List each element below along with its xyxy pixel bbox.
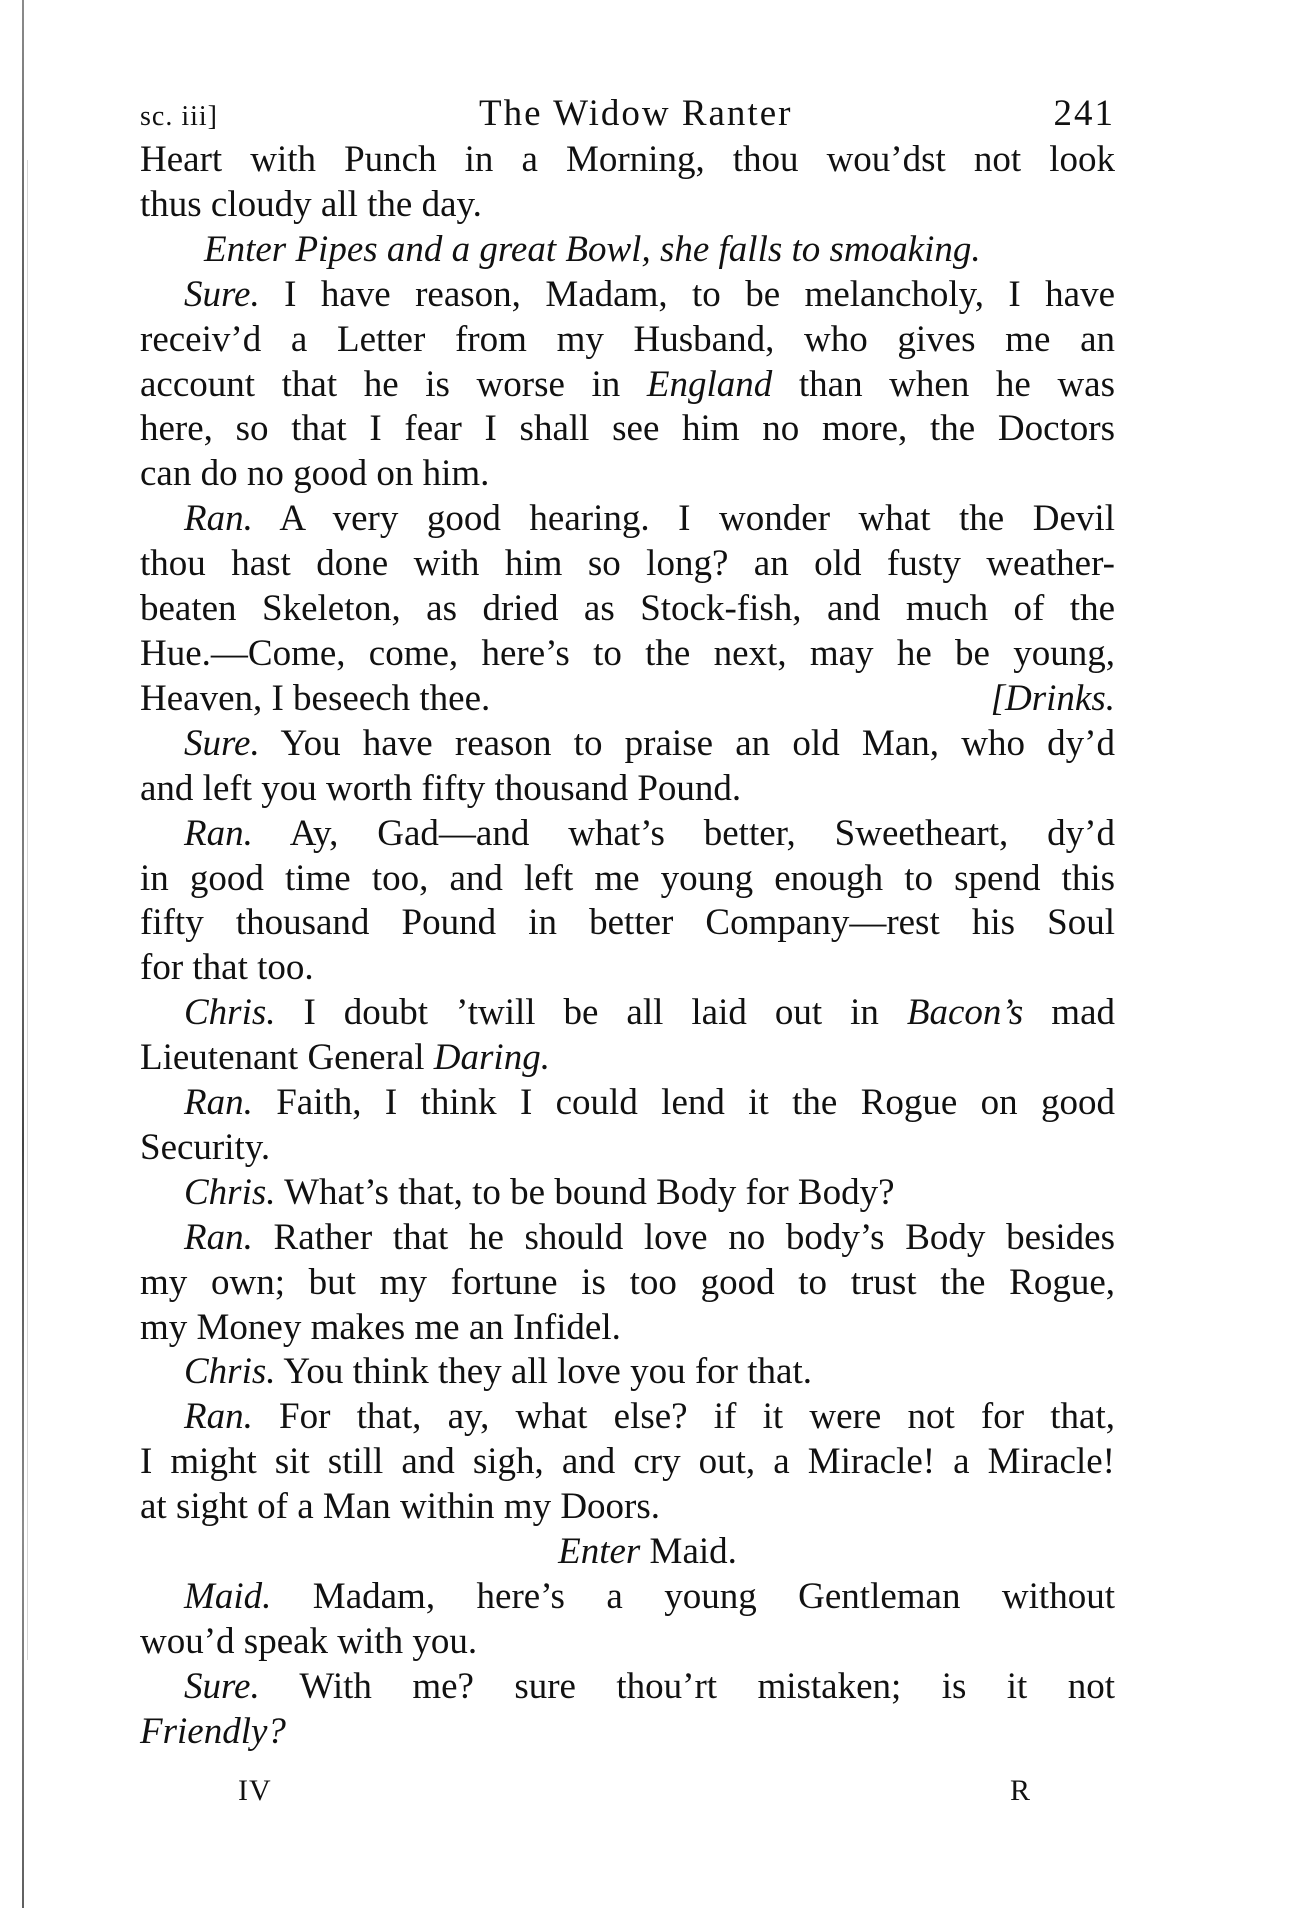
text-line <box>140 1485 1115 1530</box>
italic-text: Enter <box>558 1531 641 1573</box>
line-text: Ay, Gad—and what’s better, Sweetheart, dy’d <box>252 812 1115 854</box>
line-text: can do no good on him. <box>140 453 490 495</box>
text-line <box>140 767 1115 812</box>
text-line <box>140 452 1115 497</box>
play-text <box>140 138 1115 1755</box>
line-text: I have reason, Madam, to be melancholy, I have <box>259 273 1115 315</box>
text-line <box>140 1261 1115 1306</box>
line-text: Security. <box>140 1126 271 1168</box>
text-line <box>140 901 1115 946</box>
line-text: account that he is worse in <box>140 363 647 405</box>
text-line <box>140 812 1115 857</box>
text-line <box>140 1530 1115 1575</box>
signature-left: IV <box>238 1773 272 1807</box>
header-page-number: 241 <box>1053 93 1115 134</box>
text-line <box>140 1171 1115 1216</box>
page-edge-shadow <box>22 0 24 1908</box>
running-header <box>140 92 1115 138</box>
line-text: Faith, I think I could lend it the Rogue on good <box>252 1082 1115 1124</box>
italic-text: Bacon’s <box>906 992 1024 1034</box>
line-text: What’s that, to be bound Body for Body? <box>275 1171 895 1213</box>
line-text: wou’d speak with you. <box>140 1620 478 1662</box>
line-text: in good time too, and left me young enough to spend this <box>140 857 1115 899</box>
text-line <box>140 1126 1115 1171</box>
italic-text: Enter Pipes and a great Bowl, she falls to smoaking. <box>204 228 981 270</box>
text-line <box>140 1440 1115 1485</box>
line-text: for that too. <box>140 947 314 989</box>
text-line <box>140 273 1115 318</box>
italic-text: Sure. <box>184 273 260 315</box>
text-line <box>140 318 1115 363</box>
text-line <box>140 991 1115 1036</box>
line-text: Maid. <box>640 1531 737 1573</box>
italic-text: Sure. <box>184 722 260 764</box>
italic-text: Ran. <box>184 812 253 854</box>
line-text: at sight of a Man within my Doors. <box>140 1486 661 1528</box>
line-text: fifty thousand Pound in better Company—rest his Soul <box>140 902 1115 944</box>
line-text: thou hast done with him so long? an old fusty weather- <box>140 543 1115 585</box>
text-line <box>140 1395 1115 1440</box>
text-line <box>140 363 1115 408</box>
line-text: thus cloudy all the day. <box>140 183 482 225</box>
italic-text: Friendly? <box>140 1710 286 1752</box>
page-edge-line <box>27 160 28 1660</box>
line-text: With me? sure thou’rt mistaken; is it not <box>259 1665 1115 1707</box>
line-text: beaten Skeleton, as dried as Stock-fish, and much of the <box>140 588 1115 630</box>
line-text: Lieutenant General <box>140 1037 434 1079</box>
text-line <box>140 1665 1115 1710</box>
line-text: Rather that he should love no body’s Body besides <box>252 1216 1115 1258</box>
text-line <box>140 587 1115 632</box>
text-line <box>140 542 1115 587</box>
text-line <box>140 1710 1115 1755</box>
text-line <box>140 1036 1115 1081</box>
italic-text: Ran. <box>184 498 253 540</box>
text-line <box>140 497 1115 542</box>
italic-text: England <box>646 363 773 405</box>
text-line <box>140 946 1115 991</box>
text-line <box>140 1216 1115 1261</box>
italic-text: Ran. <box>184 1396 253 1438</box>
line-text: Madam, here’s a young Gentleman without <box>271 1576 1115 1617</box>
italic-text: Daring. <box>433 1037 550 1079</box>
text-line <box>140 1081 1115 1126</box>
italic-text: Maid. <box>184 1576 272 1617</box>
line-text: You have reason to praise an old Man, who dy’d <box>259 722 1115 764</box>
line-text: I might sit still and sigh, and cry out, a Miracle! a Miracle! <box>140 1441 1115 1483</box>
text-line <box>140 138 1115 183</box>
italic-text: Chris. <box>184 1171 276 1213</box>
line-text: and left you worth fifty thousand Pound. <box>140 767 742 809</box>
line-text: You think they all love you for that. <box>275 1351 812 1393</box>
italic-text: Sure. <box>184 1665 260 1707</box>
header-title: The Widow Ranter <box>479 93 793 134</box>
italic-text: Chris. <box>184 992 276 1034</box>
stage-direction: [Drinks. <box>990 677 1115 719</box>
italic-text: Ran. <box>184 1216 253 1258</box>
line-text: than when he was <box>772 363 1115 405</box>
line-text: Hue.—Come, come, here’s to the next, may he be young, <box>140 632 1115 674</box>
text-line <box>140 1350 1115 1395</box>
text-line <box>140 1620 1115 1665</box>
text-line <box>140 857 1115 902</box>
text-line <box>140 722 1115 767</box>
page-text <box>140 92 1115 1814</box>
signature-footer <box>140 1769 1115 1814</box>
italic-text: Ran. <box>184 1082 253 1124</box>
text-line <box>140 632 1115 677</box>
line-text: Heart with Punch in a Morning, thou wou’dst not look <box>140 139 1115 180</box>
header-scene-text: sc. iii] <box>140 101 218 132</box>
line-text: For that, ay, what else? if it were not for that, <box>252 1396 1115 1438</box>
line-text: my Money makes me an Infidel. <box>140 1306 621 1348</box>
line-text: here, so that I fear I shall see him no more, the Doctors <box>140 408 1115 450</box>
text-line <box>140 1575 1115 1620</box>
text-line <box>140 183 1115 228</box>
line-text: receiv’d a Letter from my Husband, who gives me an <box>140 318 1115 360</box>
header-scene <box>140 92 218 140</box>
text-line <box>140 407 1115 452</box>
signature-right: R <box>1009 1773 1031 1807</box>
text-line <box>140 228 1115 273</box>
text-line <box>140 1306 1115 1351</box>
line-text: my own; but my fortune is too good to trust the Rogue, <box>140 1261 1115 1303</box>
line-text: I doubt ’twill be all laid out in <box>275 992 907 1034</box>
text-line <box>140 677 1115 722</box>
italic-text: Chris. <box>184 1351 276 1393</box>
line-text: Heaven, I beseech thee. <box>140 677 491 719</box>
line-text: A very good hearing. I wonder what the Devil <box>252 498 1115 540</box>
line-text: mad <box>1023 992 1116 1034</box>
